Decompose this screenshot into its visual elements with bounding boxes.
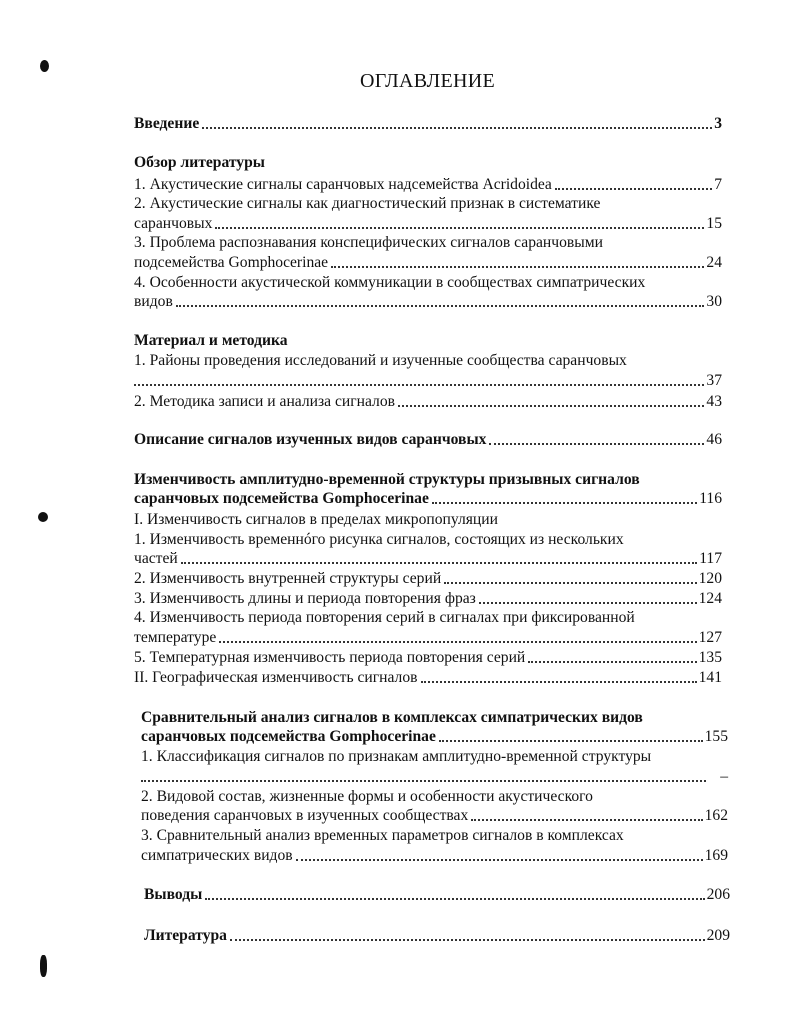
leader-dots [489, 443, 704, 445]
page-number: 135 [698, 649, 722, 666]
entry-text: 3. Изменчивость длины и периода повторения фраз [134, 590, 476, 607]
leader-dots [331, 266, 704, 268]
toc-entry-line[interactable]: 1. Районы проведения исследований и изученные сообщества саранчовых [134, 352, 627, 369]
toc-entry[interactable] [134, 628, 722, 648]
entry-text: 5. Температурная изменчивость периода повторения серий [134, 649, 526, 666]
toc-entry-line[interactable]: 3. Проблема распознавания конспецифических сигналов саранчовыми [134, 234, 603, 251]
toc-entry-conclusions[interactable] [144, 885, 730, 905]
leader-dots [479, 602, 697, 604]
entry-text: поведения саранчовых в изученных сообществах [141, 807, 469, 824]
toc-entry-description[interactable] [134, 430, 722, 450]
page-number: 116 [699, 490, 722, 507]
page-number: 124 [698, 590, 722, 607]
toc-entry-intro[interactable] [134, 114, 722, 134]
toc-entry-line[interactable]: 1. Классификация сигналов по признакам амплитудно-временной структуры [141, 748, 652, 765]
toc-entry[interactable] [134, 371, 722, 391]
entry-text: температуре [134, 629, 217, 646]
toc-entry[interactable] [141, 767, 728, 787]
toc-entry-line[interactable]: 4. Изменчивость периода повторения серий в сигналах при фиксированной [134, 609, 635, 626]
leader-dots [432, 502, 697, 504]
leader-dots [444, 582, 696, 584]
page-title: ОГЛАВЛЕНИЕ [360, 70, 495, 92]
toc-entry-line[interactable]: 1. Изменчивость временнóго рисунка сигналов, состоящих из нескольких [134, 531, 624, 548]
leader-dots [176, 305, 705, 307]
leader-dots [398, 405, 704, 407]
toc-subheading: I. Изменчивость сигналов в пределах микропопуляции [134, 511, 498, 528]
toc-entry[interactable] [134, 253, 722, 273]
entry-text: Описание сигналов изученных видов саранчовых [134, 431, 487, 448]
page-number: 24 [706, 254, 722, 271]
entry-text: видов [134, 293, 173, 310]
leader-dots [181, 562, 697, 564]
toc-entry-line[interactable]: 2. Акустические сигналы как диагностический признак в систематике [134, 195, 601, 212]
toc-entry[interactable] [134, 549, 722, 569]
section-heading-line[interactable]: Сравнительный анализ сигналов в комплексах симпатрических видов [141, 709, 643, 726]
leader-dots [439, 740, 703, 742]
page-number: 206 [706, 886, 730, 903]
page-number: 127 [698, 629, 722, 646]
toc-entry[interactable] [134, 392, 722, 412]
page-number: 155 [704, 728, 728, 745]
toc-entry-line[interactable]: 4. Особенности акустической коммуникации в сообществах симпатрических [134, 274, 646, 291]
page-number: 7 [714, 176, 722, 193]
toc-entry[interactable] [134, 668, 722, 688]
entry-text: саранчовых [134, 215, 213, 232]
entry-text: саранчовых подсемейства Gomphocerinae [134, 490, 429, 507]
page-number: 120 [698, 570, 722, 587]
page-number: 30 [706, 293, 722, 310]
entry-text: симпатрических видов [141, 847, 293, 864]
page-number: 37 [706, 372, 722, 389]
toc-entry[interactable] [134, 292, 722, 312]
toc-entry[interactable] [134, 569, 722, 589]
entry-text: Выводы [144, 886, 203, 903]
leader-dots [555, 188, 712, 190]
section-heading-review: Обзор литературы [134, 154, 265, 171]
section-heading-line[interactable]: Изменчивость амплитудно-временной структуры призывных сигналов [134, 471, 640, 488]
leader-dots [528, 661, 696, 663]
entry-text: 2. Методика записи и анализа сигналов [134, 393, 395, 410]
toc-entry[interactable] [134, 214, 722, 234]
leader-dots [205, 898, 704, 900]
leader-dots [471, 819, 702, 821]
page-number: 15 [706, 215, 722, 232]
page-number: 162 [704, 807, 728, 824]
leader-dots [296, 859, 703, 861]
scan-artifact-spot [38, 512, 48, 522]
entry-text: 1. Акустические сигналы саранчовых надсемейства Acridoidea [134, 176, 552, 193]
toc-entry[interactable] [141, 846, 728, 866]
entry-text: II. Географическая изменчивость сигналов [134, 669, 418, 686]
toc-entry[interactable] [134, 175, 722, 195]
toc-entry-literature[interactable] [144, 926, 730, 946]
scan-artifact-spot [40, 955, 47, 977]
page-number: 117 [699, 550, 722, 567]
leader-dots [202, 127, 712, 129]
entry-text: 2. Изменчивость внутренней структуры серий [134, 570, 442, 587]
leader-dots [141, 780, 706, 782]
toc-entry[interactable] [134, 589, 722, 609]
page-number: 141 [698, 669, 722, 686]
toc-entry-line[interactable]: 3. Сравнительный анализ временных параметров сигналов в комплексах [141, 827, 624, 844]
page-number: – [720, 768, 728, 785]
toc-entry[interactable] [141, 806, 728, 826]
toc-entry[interactable] [134, 648, 722, 668]
entry-text: частей [134, 550, 178, 567]
toc-entry-comparative[interactable] [141, 727, 728, 747]
entry-text: саранчовых подсемейства Gomphocerinae [141, 728, 436, 745]
page-number: 46 [706, 431, 722, 448]
section-heading-methods: Материал и методика [134, 332, 288, 349]
entry-text: подсемейства Gomphocerinae [134, 254, 329, 271]
leader-dots [230, 939, 705, 941]
page-number: 169 [704, 847, 728, 864]
scan-artifact-spot [40, 60, 49, 72]
toc-entry-variability[interactable] [134, 489, 722, 509]
leader-dots [219, 641, 696, 643]
page-number: 3 [714, 115, 722, 132]
leader-dots [215, 227, 704, 229]
page-number: 43 [706, 393, 722, 410]
entry-text: Литература [144, 927, 227, 944]
leader-dots [134, 384, 704, 386]
leader-dots [421, 681, 697, 683]
entry-text: Введение [134, 115, 200, 132]
page-number: 209 [706, 927, 730, 944]
toc-entry-line[interactable]: 2. Видовой состав, жизненные формы и особенности акустического [141, 788, 593, 805]
